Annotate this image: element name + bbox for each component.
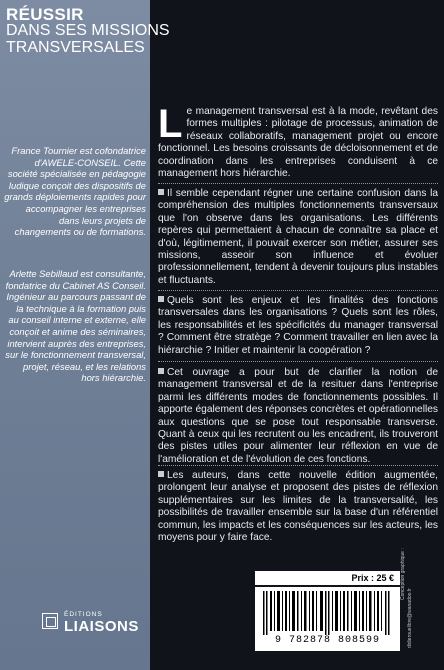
paragraph-purpose [158, 367, 438, 466]
divider [158, 361, 438, 362]
square-bullet-icon [158, 296, 164, 302]
barcode-bars-icon [263, 591, 392, 635]
price-label: Prix : 25 € [255, 571, 400, 585]
design-credit-name: didierouelibre@wanadoo.fr [407, 588, 413, 648]
paragraph-intro-text: e management transversal est à la mode, revêtant des formes multiples : pilotage de processus, animation de réseaux collaboratifs, management projet ou encore fonctionnel. Les besoins croissants de décloisonnement et de coordination dans les entreprises conduisent à ce management hors hiérarchie. [158, 106, 438, 180]
paragraph-new-edition [158, 470, 438, 544]
publisher-square-logo-icon [42, 613, 58, 629]
title-line-3: TRANSVERSALES [6, 38, 145, 56]
publisher-name: LIAISONS [64, 618, 139, 635]
drop-cap: L [158, 102, 183, 146]
divider [158, 290, 438, 291]
barcode [255, 587, 400, 651]
design-credit-label: Conception graphique : [400, 548, 406, 600]
title-line-1: RÉUSSIR [6, 5, 84, 24]
isbn-number: 9 782878 808599 [274, 635, 380, 646]
square-bullet-icon [158, 471, 164, 477]
title-line-2: DANS SES MISSIONS [6, 22, 170, 39]
publisher-editions-label: ÉDITIONS [64, 611, 103, 618]
paragraph-intro [158, 102, 438, 180]
square-bullet-icon [158, 189, 164, 195]
author-bio-sebillaud: Arlette Sebillaud est consultante, fondatrice du Cabinet AS Conseil. Ingénieur au parcours passant de la technique à la formation puis au conseil interne et externe, elle conçoit et anime des séminaires, intervient auprès des entreprises, sur le fonctionnement transversal, projet, réseau, et les relations hors hiérarchie. [5, 268, 146, 384]
divider [158, 465, 438, 466]
book-title [6, 6, 206, 57]
divider [158, 183, 438, 184]
paragraph-confusion [158, 188, 438, 287]
paragraph-questions-text: Quels sont les enjeux et les finalités des fonctions transversales dans les organisations ? Quels sont les rôles, les responsabilités et les spécificités du manager transversal ? Comment être stratège ? Comment travailler en lien avec la hiérarchie ? Initier et maintenir la coopération ? [158, 295, 438, 356]
square-bullet-icon [158, 368, 164, 374]
paragraph-purpose-text: Cet ouvrage a pour but de clarifier la notion de management transversal et de la resituer dans l'entreprise parmi les différents modes de fonctionnements possibles. Il apporte également des réponses concrètes et opérationnelles aux questions que se pose tout responsable transverse. Quant à ceux qui les recrutent ou les encadrent, ils trouveront des pistes utiles pour alimenter leur réflexion en vue de l'amélioration et de l'évolution de ces fonctions. [158, 367, 438, 465]
paragraph-questions [158, 295, 438, 357]
author-bio-tournier: France Tournier est cofondatrice d'AWELE-CONSEIL. Cette société spécialisée en pédagogie ludique conçoit des dispositifs de grands déploiements rapides pour accompagner les entreprises dans leurs projets de changements ou de formations. [4, 145, 146, 238]
paragraph-new-edition-text: Les auteurs, dans cette nouvelle édition augmentée, prolongent leur analyse et proposent des pistes de réflexion supplémentaires sur les limites de la transversalité, les possibilités de travailler ensemble sur la base d'un référentiel commun, les impacts et les conséquences sur les acteurs, les moyens pour y faire face. [158, 470, 438, 544]
paragraph-confusion-text: Il semble cependant régner une certaine confusion dans la compréhension des multiples fonctionnements transversaux que l'on observe dans les organisations. Les différents repères qui permettaient à chacun de connaître sa place et d'où, légitimement, il pouvait exercer son métier, assurer ses missions, asseoir son influence et évoluer professionnellement, tendent à devenir toujours plus instables et fluctuants. [158, 188, 438, 286]
